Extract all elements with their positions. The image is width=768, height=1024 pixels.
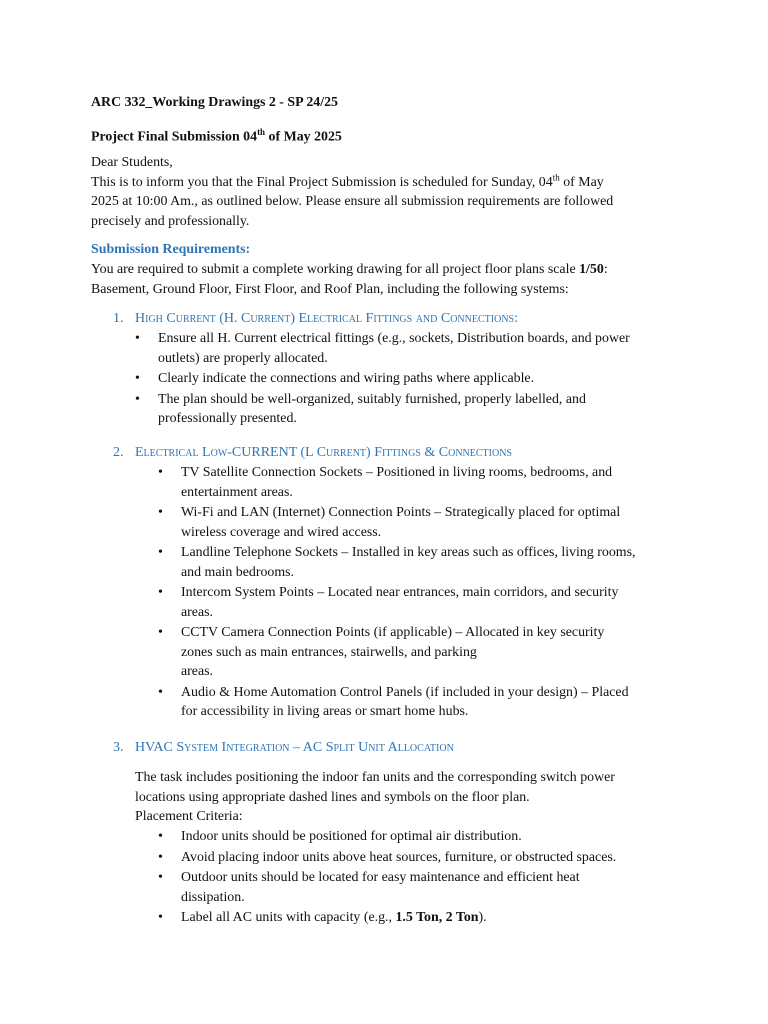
list-item-line: wireless coverage and wired access. (181, 524, 382, 540)
list-item (158, 503, 698, 542)
section-2-title: Electrical Low-CURRENT (L Current) Fittings & Connections (135, 445, 512, 460)
placement-criteria-label: Placement Criteria: (135, 809, 243, 824)
list-item-line: professionally presented. (158, 411, 297, 426)
section-2-number: 2. (113, 445, 124, 460)
list-item-line: • TV Satellite Connection Sockets – Positioned in living rooms, bedrooms, and (181, 465, 613, 480)
intro-line-3: precisely and professionally. (91, 213, 250, 229)
list-item (158, 543, 698, 582)
list-item-line: • CCTV Camera Connection Points (if applicable) – Allocated in key security (181, 625, 605, 640)
list-item (158, 463, 698, 502)
greeting: Dear Students, (91, 155, 173, 170)
intro-line-2: 2025 at 10:00 Am., as outlined below. Please ensure all submission requirements are followed (91, 194, 614, 209)
list-item-line: • The plan should be well-organized, suitably furnished, properly labelled, and (158, 391, 586, 407)
course-header: ARC 332_Working Drawings 2 - SP 24/25 (91, 95, 338, 110)
list-item (135, 390, 695, 429)
list-item (158, 583, 698, 622)
list-item-line: for accessibility in living areas or smart home hubs. (181, 704, 469, 719)
list-item-line: entertainment areas. (181, 484, 293, 500)
intro-line-1: This is to inform you that the Final Project Submission is scheduled for Sunday, 04th of May (91, 171, 604, 190)
list-item-line: outlets) are properly allocated. (158, 350, 328, 366)
section-1-list (135, 329, 695, 430)
document-title: Project Final Submission 04th of May 2025 (91, 127, 342, 145)
requirements-paragraph: You are required to submit a complete working drawing for all project floor plans scale 1/50: Basement, Ground Floor, First Floor, and Roof Plan, including the following systems: (91, 262, 608, 297)
list-item-line: zones such as main entrances, stairwells, and parking (181, 644, 477, 660)
section-3-title: HVAC System Integration – AC Split Unit Allocation (135, 740, 454, 755)
list-item: • Label all AC units with capacity (e.g., 1.5 Ton, 2 Ton). (158, 908, 698, 928)
section-2-list (158, 463, 698, 723)
list-item (158, 868, 698, 907)
section-3-number: 3. (113, 740, 124, 755)
list-item-line: • Audio & Home Automation Control Panels (if included in your design) – Placed (181, 684, 629, 700)
section-1-title: High Current (H. Current) Electrical Fittings and Connections: (135, 311, 518, 326)
list-item-line: • Indoor units should be positioned for optimal air distribution. (181, 829, 522, 844)
list-item (135, 369, 695, 389)
list-item-line: areas. (181, 604, 214, 620)
list-item-line: • Intercom System Points – Located near entrances, main corridors, and security (181, 585, 619, 600)
intro-paragraph (91, 153, 691, 231)
list-item (135, 329, 695, 368)
list-item-line: areas. (181, 664, 214, 679)
list-item (158, 827, 698, 847)
section-3-list (158, 827, 698, 929)
list-item-line: • Ensure all H. Current electrical fittings (e.g., sockets, Distribution boards, and power (158, 331, 630, 346)
list-item-line: • Landline Telephone Sockets – Installed in key areas such as offices, living rooms, (181, 545, 636, 560)
list-item (158, 623, 698, 682)
section-1-number: 1. (113, 311, 124, 326)
list-item-line: dissipation. (181, 889, 245, 905)
list-item-line: • Wi-Fi and LAN (Internet) Connection Points – Strategically placed for optimal (181, 505, 621, 520)
requirements-heading: Submission Requirements: (91, 242, 251, 257)
section-3-description: The task includes positioning the indoor fan units and the corresponding switch power locations using appropriate dashed lines and symbols on the floor plan. Placement Criteria: (135, 768, 695, 827)
list-item-line: • Avoid placing indoor units above heat sources, furniture, or obstructed spaces. (181, 849, 617, 865)
list-item (158, 848, 698, 868)
list-item (158, 683, 698, 722)
list-item-line: and main bedrooms. (181, 564, 295, 580)
list-item-line: • Clearly indicate the connections and wiring paths where applicable. (158, 371, 535, 386)
list-item-line: • Outdoor units should be located for easy maintenance and efficient heat (181, 870, 580, 885)
